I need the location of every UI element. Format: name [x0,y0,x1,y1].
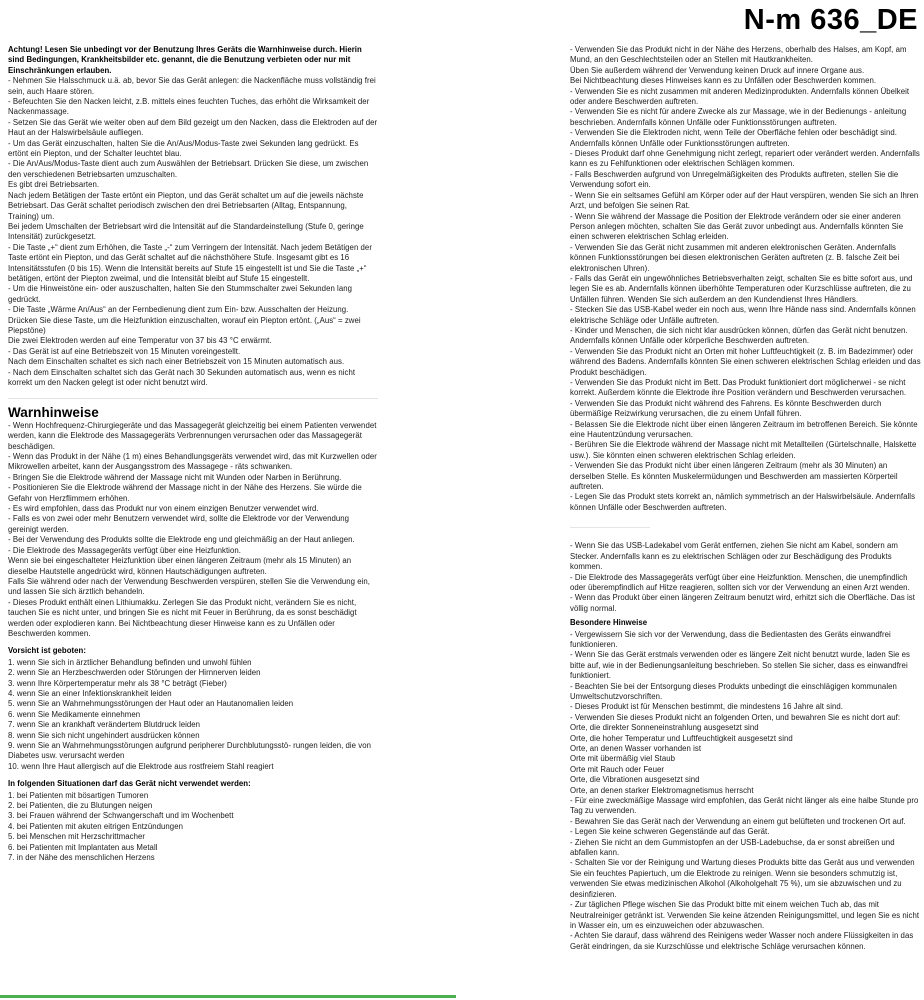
warning-paragraph: - Dieses Produkt enthält einen Lithiumakku. Zerlegen Sie das Produkt nicht, verändern Sie es nicht, tauchen Sie es nicht unter, und bringen Sie es nicht mit Feuer in Berührung, da es sonst beschädigt werden oder explodieren kann. Bei Nichtbeachtung dieser Hinweise kann es zu Unfällen oder Beschwerden kommen. [8,597,357,638]
usage-paragraph: - Nehmen Sie Halsschmuck u.ä. ab, bevor Sie das Gerät anlegen: die Nackenfläche muss vollständig frei sein, auch Haare stören. [8,76,376,96]
safety-paragraph: - Verwenden Sie das Produkt nicht im Bett. Das Produkt funktioniert dort möglicherwei - se nicht korrekt. Außerdem könnte die Elektrode ihre Position verändern und Beschwerden verursachen. [570,378,907,398]
special-paragraph: - Dieses Produkt ist für Menschen bestimmt, die mindestens 16 Jahre alt sind. [570,702,843,712]
caution-item: 1. wenn Sie sich in ärztlicher Behandlung befinden und unwohl fühlen [8,657,252,667]
usage-paragraph: - Die Taste „+“ dient zum Erhöhen, die Taste „-“ zum Verringern der Intensität. Nach jedem Betätigen der Taste ertönt ein Piepton, und das Gerät schaltet auf die nächsthöhere Stufe. Insgesamt gibt es 16 Intensitätsstufen (0 bis 15). Wenn die Intensität bereits auf Stufe 15 eingestellt ist und Sie die Taste „+“ betätigen, ertönt der Piepton zweimal, und die Intensität bleibt auf Stufe 15 eingestellt. [8,242,372,283]
usb-paragraph: - Wenn das Produkt über einen längeren Zeitraum benutzt wird, erhitzt sich die Oberfläche. Das ist völlig normal. [570,593,915,613]
safety-paragraph: Bei Nichtbeachtung dieses Hinweises kann es zu Unfällen oder Beschwerden kommen. [570,76,877,86]
usage-paragraph: Nach dem Einschalten schaltet es sich nach einer Betriebszeit von 15 Minuten automatisch aus. [8,357,345,367]
safety-paragraph: - Verwenden Sie die Elektroden nicht, wenn Teile der Oberfläche fehlen oder beschädigt sind. Andernfalls können Unfälle oder Funktionsstörungen auftreten. [570,128,897,148]
usage-paragraph: - Um das Gerät einzuschalten, halten Sie die An/Aus/Modus-Taste zwei Sekunden lang gedrückt. Es ertönt ein Piepton, und der Schalter leuchtet blau. [8,138,359,159]
special-notes-heading: Besondere Hinweise [570,618,648,628]
safety-paragraph: - Wenn Sie während der Massage die Position der Elektrode verändern oder sie einer anderen Person anlegen möchten, schalten Sie das Gerät zuvor unbedingt aus. Andernfalls könnten Sie einen schweren elektrischen Schlag erleiden. [570,211,904,242]
safety-paragraph: - Falls das Gerät ein ungewöhnliches Betriebsverhalten zeigt, schalten Sie es bitte sofort aus, und legen Sie es ab. Andernfalls können überhöhte Temperaturen oder Kurzschlüsse auftreten, die zu Unfällen führen. Wenden Sie sich außerdem an den Kundendienst Ihres Händlers. [570,273,913,304]
right-column [570,45,924,952]
safety-paragraph: - Stecken Sie das USB-Kabel weder ein noch aus, wenn Ihre Hände nass sind. Andernfalls können elektrische Schläge oder Unfälle auftreten. [570,305,916,325]
warning-paragraph: - Positionieren Sie die Elektrode während der Massage nicht in der Nähe des Herzens. Sie würde die Gefahr von Herzflimmern erhöhen. [8,483,362,503]
safety-warnings-list [570,45,924,513]
special-paragraph: - Schalten Sie vor der Reinigung und Wartung dieses Produkts bitte das Gerät aus und verwenden Sie ein feuchtes Papiertuch, um die Elektrode zu reinigen. Wenn sie besonders schmutzig ist, verwenden Sie etwas medizinischen Alkohol (Alkoholgehalt 75 %), um sie abzuwischen und zu desinfizieren. [570,858,915,899]
usage-paragraph: - Nach dem Einschalten schaltet sich das Gerät nach 30 Sekunden automatisch aus, wenn es nicht korrekt um den Nacken gelegt ist oder nicht benutzt wird. [8,367,356,387]
safety-paragraph: - Wenn Sie ein seltsames Gefühl am Körper oder auf der Haut verspüren, wenden Sie sich an Ihren Arzt, und befolgen Sie seinen Rat. [570,190,919,211]
attention-intro: Achtung! Lesen Sie unbedingt vor der Benutzung Ihres Geräts die Warnhinweise durch. Hierin sind Bedingungen, Krankheitsbilder etc. genannt, die die Benutzung verbieten oder nur mit Einschränkungen erlauben. [8,45,362,75]
safety-paragraph: - Verwenden Sie es nicht zusammen mit anderen Medizinprodukten. Andernfalls können Übelkeit oder andere Beschwerden auftreten. [570,86,910,107]
usage-paragraph: - Um die Hinweistöne ein- oder auszuschalten, halten Sie den Stummschalter zwei Sekunden lang gedrückt. [8,284,352,304]
usage-paragraph: Die zwei Elektroden werden auf eine Temperatur von 37 bis 43 °C erwärmt. [8,336,272,346]
forbidden-item: 2. bei Patienten, die zu Blutungen neigen [8,801,153,811]
caution-list [8,658,378,772]
caution-item: 5. wenn Sie an Wahrnehmungsstörungen der Haut oder an Hautanomalien leiden [8,699,294,709]
special-paragraph: - Beachten Sie bei der Entsorgung dieses Produkts unbedingt die einschlägigen kommunalen Umweltschutzvorschriften. [570,681,897,701]
caution-heading: Vorsicht ist geboten: [8,646,87,656]
usage-paragraph: - Das Gerät ist auf eine Betriebszeit von 15 Minuten voreingestellt. [8,346,241,356]
forbidden-item: 6. bei Patienten mit Implantaten aus Metall [8,842,158,852]
safety-paragraph: - Berühren Sie die Elektrode während der Massage nicht mit Metallteilen (Gürtelschnalle, Halskette usw.). Sie könnten einen schweren elektrischen Schlag erleiden. [570,440,917,460]
special-paragraph: - Bewahren Sie das Gerät nach der Verwendung an einem gut belüfteten und trockenen Ort auf. [570,816,906,826]
usage-paragraph: Bei jedem Umschalten der Betriebsart wird die Intensität auf die Standardeinstellung (Stufe 0, geringe Intensität) zurückgesetzt. [8,221,364,242]
usage-paragraph: - Befeuchten Sie den Nacken leicht, z.B. mittels eines feuchten Tuches, das erhöht die Wirksamkeit der Nackenmassage. [8,97,370,117]
usage-paragraph: Es gibt drei Betriebsarten. [8,180,100,190]
warning-paragraph: - Die Elektrode des Massagegeräts verfügt über eine Heizfunktion. [8,545,241,555]
special-paragraph: - Verwenden Sie dieses Produkt nicht an folgenden Orten, und bewahren Sie es nicht dort auf: [570,712,901,722]
caution-item: 8. wenn Sie sich nicht ungehindert ausdrücken können [8,730,200,740]
safety-paragraph: - Verwenden Sie es nicht für andere Zwecke als zur Massage, wie in der Bedienungs - anleitung beschrieben. Andernfalls können Unfälle oder Funktionsstörungen auftreten. [570,107,907,127]
warning-paragraph: Wenn sie bei eingeschalteter Heizfunktion über einen längeren Zeitraum (mehr als 15 Minuten) an dieselbe Hautstelle angedrückt wird, können Hautschädigungen auftreten. [8,556,352,576]
safety-paragraph: - Kinder und Menschen, die sich nicht klar ausdrücken können, dürfen das Gerät nicht benutzen. Andernfalls können Unfälle oder körperliche Beschwerden auftreten. [570,325,908,346]
forbidden-item: 7. in der Nähe des menschlichen Herzens [8,853,155,863]
forbidden-list [8,791,378,864]
section-divider [8,398,378,399]
usage-paragraph: Nach jedem Betätigen der Taste ertönt ein Piepton, und das Gerät schaltet um auf die jeweils nächste Betriebsart. Das Gerät schaltet periodisch zwischen den drei Betriebsarten (Alltag, Entspannung, Training) um. [8,190,364,221]
special-paragraph: Orte, die hoher Temperatur und Luftfeuchtigkeit ausgesetzt sind [570,733,793,743]
special-paragraph: - Für eine zweckmäßige Massage wird empfohlen, das Gerät nicht länger als eine halbe Stunde pro Tag zu verwenden. [570,796,919,816]
safety-paragraph: - Falls Beschwerden aufgrund von Unregelmäßigkeiten des Produkts auftreten, stellen Sie die Verwendung sofort ein. [570,169,899,190]
special-paragraph: Orte, an denen starker Elektromagnetismus herrscht [570,785,754,795]
usage-paragraph: - Die Taste „Wärme An/Aus“ an der Fernbedienung dient zum Ein- bzw. Ausschalten der Heizung. Drücken Sie diese Taste, um die Heizfunktion einzuschalten, worauf ein Piepton ertönt. („Aus“ = zwei Piepstöne) [8,305,361,335]
special-notes-list [570,630,924,953]
warning-paragraph: - Wenn Hochfrequenz-Chirurgiegeräte und das Massagegerät gleichzeitig bei einem Patienten verwendet werden, kann die Elektrode des Massagegeräts Verbrennungen verursachen oder das Massagegerät beschädigen. [8,420,377,451]
warning-paragraph: - Bei der Verwendung des Produkts sollte die Elektrode eng und gleichmäßig an der Haut anliegen. [8,535,355,545]
short-divider [570,527,650,528]
special-paragraph: - Legen Sie keine schweren Gegenstände auf das Gerät. [570,827,770,837]
safety-paragraph: Üben Sie außerdem während der Verwendung keinen Druck auf innere Organe aus. [570,65,865,75]
caution-item: 4. wenn Sie an einer Infektionskrankheit leiden [8,688,172,698]
safety-paragraph: - Dieses Produkt darf ohne Genehmigung nicht zerlegt, repariert oder verändert werden. Andernfalls kann es zu Fehlfunktionen oder elektrischen Schlägen kommen. [570,149,920,169]
safety-paragraph: - Verwenden Sie das Gerät nicht zusammen mit anderen elektronischen Geräten. Andernfalls können Funktionsstörungen bei diesen elektronischen Geräten auftreten (z. B. falsche Zeit bei elektronischen Uhren). [570,242,900,273]
warnings-list [8,421,378,640]
safety-paragraph: - Verwenden Sie das Produkt nicht während des Fahrens. Es könnte Beschwerden durch übermäßige Reizwirkung verursachen, die zu einem Unfall führen. [570,398,882,419]
usb-care-list [570,541,924,614]
safety-paragraph: - Verwenden Sie das Produkt nicht an Orten mit hoher Luftfeuchtigkeit (z. B. im Badezimmer) oder während des Badens. Andernfalls könnten Sie einen schweren elektrischen Schlag erleiden und das Produkt beschädigen. [570,346,921,377]
safety-paragraph: - Legen Sie das Produkt stets korrekt an, nämlich symmetrisch an der Halswirbelsäule. Andernfalls können Unfälle oder Beschwerden auftreten. [570,492,916,512]
usage-paragraph: - Die An/Aus/Modus-Taste dient auch zum Auswählen der Betriebsart. Drücken Sie diese, um zwischen den verschiedenen Betriebsarten umzuschalten. [8,159,369,179]
usage-instructions [8,76,378,388]
safety-paragraph: - Verwenden Sie das Produkt nicht über einen längeren Zeitraum (mehr als 30 Minuten) an derselben Stelle. Es könnten Muskelermüdungen und Beschwerden am massierten Körperteil auftreten. [570,461,898,492]
left-column [8,45,378,863]
special-paragraph: Orte, die Vibrationen ausgesetzt sind [570,775,700,785]
forbidden-item: 1. bei Patienten mit bösartigen Tumoren [8,790,149,800]
warnings-heading: Warnhinweise [8,405,99,421]
forbidden-item: 4. bei Patienten mit akuten eitrigen Entzündungen [8,821,183,831]
usb-paragraph: - Wenn Sie das USB-Ladekabel vom Gerät entfernen, ziehen Sie nicht am Kabel, sondern am Stecker. Andernfalls kann es zu elektrischen Schlägen oder zur Beschädigung des Produkts kommen. [570,541,898,572]
special-paragraph: - Achten Sie darauf, dass während des Reinigens weder Wasser noch andere Flüssigkeiten in das Gerät eindringen, da sie Kurzschlüsse und elektrische Schläge verursachen können. [570,931,914,951]
special-paragraph: Orte, die direkter Sonneneinstrahlung ausgesetzt sind [570,723,759,733]
safety-paragraph: - Belassen Sie die Elektrode nicht über einen längeren Zeitraum im betroffenen Bereich. Sie könnte eine Hautentzündung verursachen. [570,419,918,440]
special-paragraph: - Wenn Sie das Gerät erstmals verwenden oder es längere Zeit nicht benutzt wurde, laden Sie es bitte auf, wie in der Bedienungsanleitung beschrieben. So stellen Sie sicher, dass es einwandfrei funktioniert. [570,650,910,681]
caution-item: 7. wenn Sie an krankhaft verändertem Blutdruck leiden [8,720,201,730]
warning-paragraph: Falls Sie während oder nach der Verwendung Beschwerden verspüren, stellen Sie die Verwendung ein, und lassen Sie sich ärztlich behandeln. [8,576,370,597]
special-paragraph: Orte mit übermäßig viel Staub [570,754,676,764]
special-paragraph: Orte mit Rauch oder Feuer [570,764,664,774]
warning-paragraph: - Es wird empfohlen, dass das Produkt nur von einem einzigen Benutzer verwendet wird. [8,504,319,514]
caution-item: 3. wenn Ihre Körpertemperatur mehr als 38 °C beträgt (Fieber) [8,678,227,688]
caution-item: 2. wenn Sie an Herzbeschwerden oder Störungen der Hirnnerven leiden [8,668,261,678]
caution-item: 9. wenn Sie an Wahrnehmungsstörungen aufgrund peripherer Durchblutungsstö- rungen leiden, die von Diabetes usw. verursacht werden [8,741,372,761]
green-bottom-rule [0,995,456,998]
forbidden-heading: In folgenden Situationen darf das Gerät nicht verwendet werden: [8,779,251,789]
page-title: N-m 636_DE [743,4,918,36]
forbidden-item: 3. bei Frauen während der Schwangerschaft und im Wochenbett [8,811,234,821]
warning-paragraph: - Falls es von zwei oder mehr Benutzern verwendet wird, sollte die Elektrode vor der Verwendung gereinigt werden. [8,514,350,534]
safety-paragraph: - Verwenden Sie das Produkt nicht in der Nähe des Herzens, oberhalb des Halses, am Kopf, am Mund, an den Geschlechtsteilen oder an Stellen mit Hautkrankheiten. [570,45,907,65]
special-paragraph: - Ziehen Sie nicht an dem Gummistopfen an der USB-Ladebuchse, da er sonst abreißen und abfallen kann. [570,837,895,858]
special-paragraph: - Zur täglichen Pflege wischen Sie das Produkt bitte mit einem weichen Tuch ab, das mit Neutralreiniger getränkt ist. Verwenden Sie keine ätzenden Reinigungsmittel, und legen Sie es nicht in Wasser ein, um es einzuweichen oder abzuwaschen. [570,900,920,930]
caution-item: 10. wenn Ihre Haut allergisch auf die Elektrode aus rostfreiem Stahl reagiert [8,761,274,771]
special-paragraph: Orte, an denen Wasser vorhanden ist [570,744,702,753]
usb-paragraph: - Die Elektrode des Massagegeräts verfügt über eine Heizfunktion. Menschen, die unempfindlich oder überempfindlich auf Hitze reagieren, sollten sich vor der Verwendung an einen Arzt wenden. [570,572,910,592]
forbidden-item: 5. bei Menschen mit Herzschrittmacher [8,832,146,842]
special-paragraph: - Vergewissern Sie sich vor der Verwendung, dass die Bedientasten des Geräts einwandfrei funktionieren. [570,629,891,649]
warning-paragraph: - Wenn das Produkt in der Nähe (1 m) eines Behandlungsgeräts verwendet wird, das mit Kurzwellen oder Mikrowellen arbeitet, kann der Ausgangsstrom des Massagege - räts schwanken. [8,452,377,472]
caution-item: 6. wenn Sie Medikamente einnehmen [8,709,141,719]
usage-paragraph: - Setzen Sie das Gerät wie weiter oben auf dem Bild gezeigt um den Nacken, dass die Elektroden auf der Haut an der Halswirbelsäule aufliegen. [8,117,378,138]
warning-paragraph: - Bringen Sie die Elektrode während der Massage nicht mit Wunden oder Narben in Berührung. [8,472,342,482]
